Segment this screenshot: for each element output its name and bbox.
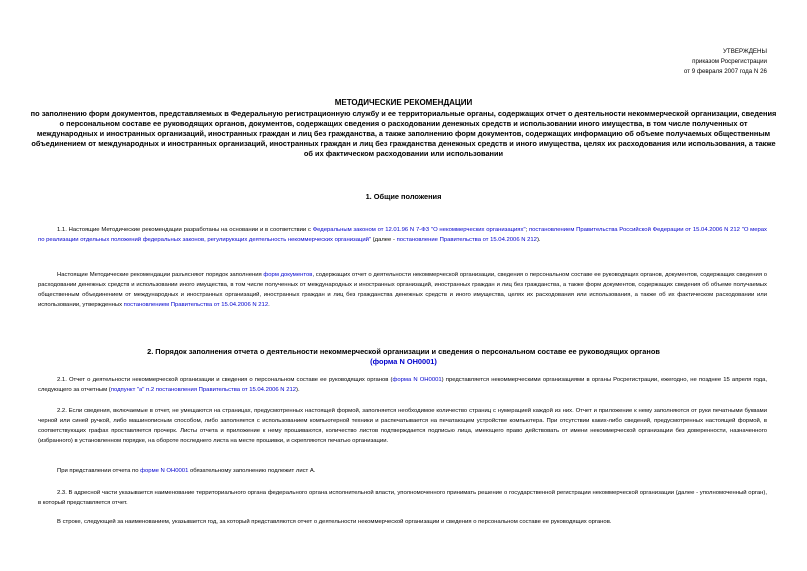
link-form-on0001[interactable]: форме N ОН0001 — [140, 468, 189, 474]
paragraph-2-2: 2.2. Если сведения, включаемые в отчет, не умещаются на страницах, предусмотренных настоящей формой, заполняется необходимое количество страниц с нумерацией каждой из них. Отчет и приложение к нему заполняются от руки печатными буквами черной или синей ручкой, либо машинописным способом, либо заполняется с использованием компьютерной техники и распечатывается на печатающем устройстве компьютера. При отсутствии каких-либо сведений, предусмотренных настоящей формой, в соответствующих графах проставляется прочерк. Листы отчета и приложение к нему прошиваются, количество листов подтверждается подписью лица, имеющего право действовать от имени некоммерческой организации без доверенности, назначенного (избранного) в установленном порядке, на обороте последнего листа на месте прошивки, и скрепляются печатью организации. — [38, 408, 767, 444]
paragraph-1-2 — [38, 271, 767, 311]
paragraph-2-3-year: В строке, следующей за наименованием, указывается год, за который представляются отчет о деятельности некоммерческой организации и сведения о персональном составе ее руководящих органов. — [57, 519, 612, 525]
text: обязательному заполнению подлежит лист А. — [188, 468, 316, 474]
approved-date: от 9 февраля 2007 года N 26 — [683, 68, 767, 75]
text: При представлении отчета по — [57, 468, 141, 474]
approval-stamp — [684, 47, 767, 77]
text: 2.1. Отчет о деятельности некоммерческой организации и сведения о персональном составе ее руководящих органов ( — [57, 377, 393, 383]
text: . — [268, 301, 270, 308]
text: (далее - — [371, 236, 397, 243]
text: ). — [296, 386, 300, 393]
paragraph-2-3: 2.3. В адресной части указывается наименование территориального органа федерального органа исполнительной власти, уполномоченного принимать решение о государственной регистрации некоммерческой организации (далее - уполномоченный орган), в который представляется отчет. — [38, 490, 767, 506]
link-document-forms[interactable]: форм документов — [263, 272, 313, 278]
text: ) представляется некоммерческими организациями в органы Росрегистрации, ежегодно, не позднее 15 апреля года, следующего за отчетным ( — [38, 377, 767, 393]
paragraph-2-2-note — [38, 467, 767, 477]
approved-order: приказом Росрегистрации — [692, 58, 767, 65]
document-title — [30, 98, 777, 160]
title-main: МЕТОДИЧЕСКИЕ РЕКОМЕНДАЦИИ — [334, 98, 473, 107]
link-form-on0001[interactable]: форма N ОН0001 — [392, 377, 442, 383]
section-2-heading — [30, 347, 777, 367]
link-resolution-212[interactable]: постановлением Правительства от 15.04.2006 N 212 — [123, 301, 269, 308]
paragraph-2-1 — [38, 376, 767, 396]
link-subparagraph-a[interactable]: подпункт "а" п.2 постановления Правительства от 15.04.2006 N 212 — [110, 386, 297, 393]
section-2-title: 2. Порядок заполнения отчета о деятельности некоммерческой организации и сведения о персональном составе ее руководящих органов — [147, 347, 660, 356]
text: ). — [536, 236, 541, 243]
title-subtitle: по заполнению форм документов, представляемых в Федеральную регистрационную службу и ее территориальные органы, содержащих отчет о деятельности некоммерческой организации, сведения о персональном составе ее руководящих органов, документов, содержащих сведения о расходовании денежных средств и использовании иного имущества, в том числе полученных от международных и иностранных организаций, иностранных граждан и лиц без гражданства, а также заполнению форм документов, содержащих информацию об объеме получаемых общественным объединением от международных и иностранных организаций, иностранных граждан и лиц без гражданства денежных средств и иного имущества, целях их расходования или использования, а также об их фактическом расходовании или использовании — [30, 109, 777, 159]
link-resolution-212[interactable]: постановление Правительства от 15.04.2006 N 212 — [396, 236, 537, 243]
section-1-heading: 1. Общие положения — [365, 192, 442, 201]
link-form-on0001[interactable]: (форма N ОН0001) — [370, 357, 437, 366]
link-federal-law[interactable]: Федеральным законом от 12.01.96 N 7-ФЗ "О некоммерческих организациях" — [312, 227, 526, 233]
text: ; — [525, 227, 529, 233]
approved-label: УТВЕРЖДЕНЫ — [723, 48, 767, 55]
text: , содержащих отчет о деятельности некоммерческой организации, сведения о персональном составе ее руководящих органов, документов, содержащих сведения о расходовании денежных средств и использовании иного имущества, в том числе полученных от международных и иностранных организаций, иностранных граждан и лиц без гражданства, а также форм документов, содержащих сведения об объеме получаемых общественным объединением от международных и иностранных организаций, иностранных граждан и лиц без гражданства денежных средств и иного имущества, целях их расходования или использования, а также об их фактическом расходовании или использовании, утвержденных — [38, 272, 768, 308]
paragraph-1-1 — [38, 226, 767, 246]
text: 1.1. Настоящие Методические рекомендации разработаны на основании и в соответствии с — [57, 227, 313, 233]
text: Настоящие Методические рекомендации разъясняют порядок заполнения — [57, 272, 264, 278]
link-government-resolution[interactable]: постановлением Правительства Российской Федерации от 15.04.2006 N 212 "О мерах по реализации отдельных положений федеральных законов, регулирующих деятельность некоммерческих организаций" — [38, 227, 767, 243]
